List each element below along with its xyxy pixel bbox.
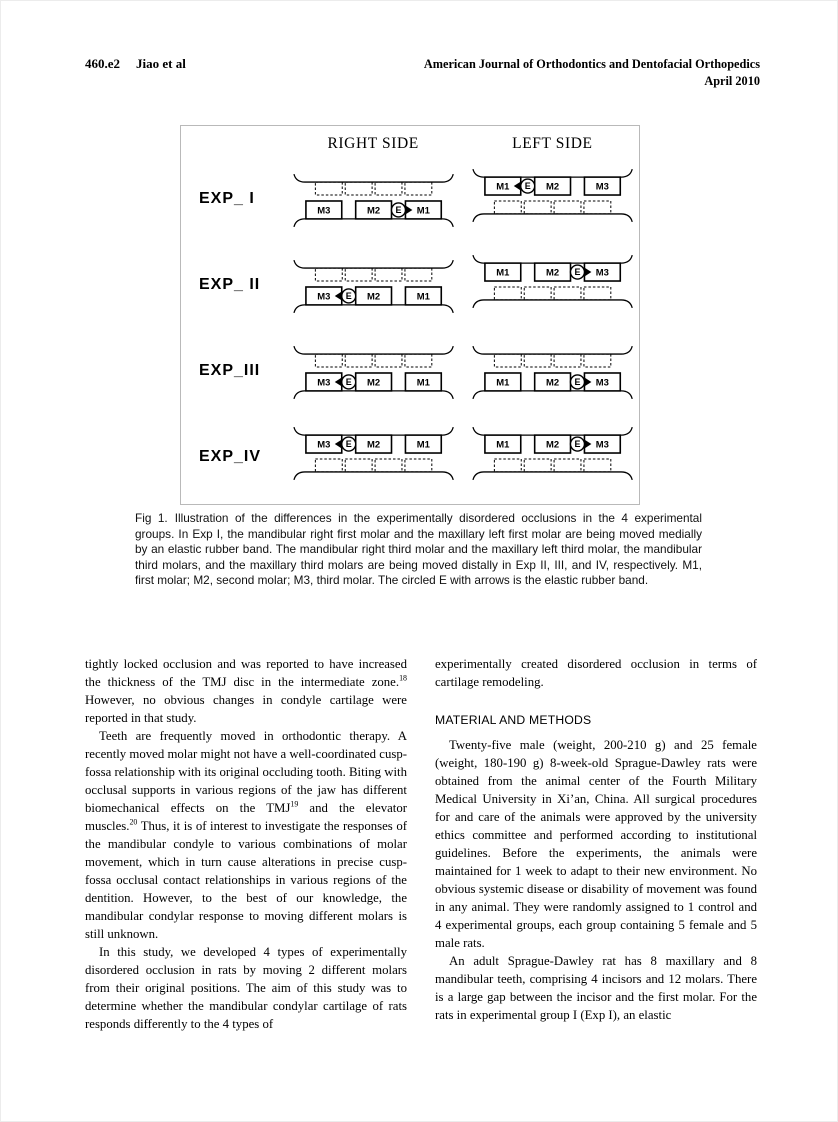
opposing-tooth <box>375 268 402 281</box>
opposing-tooth <box>584 287 611 300</box>
occlusion-diagram-left-side <box>468 243 637 327</box>
issue-date: April 2010 <box>704 74 760 89</box>
opposing-tooth <box>584 354 611 367</box>
opposing-tooth <box>315 354 342 367</box>
opposing-tooth <box>494 459 521 472</box>
jaw-outline <box>294 305 453 313</box>
molar-label: M1 <box>496 439 510 451</box>
occlusion-diagram-right-side <box>289 329 458 413</box>
opposing-tooth <box>524 354 551 367</box>
opposing-tooth <box>554 354 581 367</box>
opposing-tooth <box>345 459 372 472</box>
opposing-tooth <box>345 182 372 195</box>
running-head <box>85 56 760 90</box>
body-paragraph <box>435 952 757 1024</box>
text-run: Twenty-five male (weight, 200-210 g) and 25 female (weight, 180-190 g) 8-week-old Sprague-Dawley rats were obtained from the animal center of the Fourth Military Medical University in Xi’an, China. All surgical procedures for and care of the animals were approved by the university ethics committee and performed according to institutional guidelines. Before the experiments, the animals were maintained for 1 week to adapt to their new environment. No obvious systemic disease or disability of movement was found in any animal. They were randomly assigned to 1 control and 4 experimental groups, each group containing 5 female and 5 male rats. <box>435 738 757 950</box>
caption-text: Illustration of the differences in the experimentally disordered occlusions in the 4 experimental groups. In Exp I, the mandibular right first molar and the maxillary left first molar are being moved medially by an elastic rubber band. The mandibular right third molar and the maxillary left third molar, the mandibular third molars, and the maxillary third molars are being moved distally in Exp II, III, and IV, respectively. M1, first molar; M2, second molar; M3, third molar. The circled E with arrows is the elastic rubber band. <box>135 511 702 588</box>
molar-label: M2 <box>545 377 559 389</box>
elastic-band-label: E <box>345 377 352 388</box>
molar-label: M1 <box>416 291 430 303</box>
opposing-tooth <box>405 354 432 367</box>
text-run: tightly locked occlusion and was reported to have increased the thickness of the TMJ disc in the intermediate zone. <box>85 657 407 689</box>
elastic-band-label: E <box>395 205 402 216</box>
opposing-tooth <box>554 201 581 214</box>
journal-info <box>424 56 760 90</box>
occlusion-diagram-left-side <box>468 157 637 241</box>
reference-superscript: 20 <box>129 817 138 827</box>
opposing-tooth <box>345 354 372 367</box>
figure-1 <box>180 125 640 505</box>
opposing-tooth <box>524 459 551 472</box>
figure-row <box>183 328 637 414</box>
text-run: An adult Sprague-Dawley rat has 8 maxillary and 8 mandibular teeth, comprising 4 incisors and 12 molars. There is a large gap between the incisor and the first molar. For the rats in experimental group I (Exp I), an elastic <box>435 954 757 1022</box>
article-body <box>85 655 757 1033</box>
molar-label: M2 <box>366 377 380 389</box>
exp-group-label: EXP_ II <box>199 276 261 293</box>
opposing-tooth <box>405 182 432 195</box>
left-side-header: LEFT SIDE <box>512 135 593 152</box>
right-side-header: RIGHT SIDE <box>327 135 419 152</box>
body-paragraph <box>435 655 757 691</box>
body-paragraph <box>85 943 407 1033</box>
molar-label: M3 <box>595 439 609 451</box>
caption-tag: Fig 1. <box>135 511 168 525</box>
opposing-tooth <box>494 354 521 367</box>
elastic-band-label: E <box>574 267 581 278</box>
opposing-tooth <box>375 182 402 195</box>
molar-label: M2 <box>366 439 380 451</box>
text-run: However, no obvious changes in condyle cartilage were reported in that study. <box>85 693 407 725</box>
molar-label: M1 <box>416 377 430 389</box>
opposing-tooth <box>375 459 402 472</box>
occlusion-diagram-right-side <box>289 243 458 327</box>
exp-group-label: EXP_IV <box>199 448 262 465</box>
opposing-tooth <box>584 201 611 214</box>
molar-label: M2 <box>545 181 559 193</box>
elastic-band-label: E <box>574 439 581 450</box>
jaw-outline <box>473 391 632 399</box>
molar-label: M3 <box>316 439 331 451</box>
occlusion-diagram-left-side <box>468 415 637 499</box>
page-number-authors <box>85 56 186 72</box>
authors: Jiao et al <box>136 56 186 71</box>
occlusion-diagram-right-side <box>289 157 458 241</box>
text-run: Thus, it is of interest to investigate the responses of the mandibular condyle to various combinations of molar movement, which in turn cause alterations in precise cusp-fossa occlusal contact relationships in various regions of the dentition. However, to the best of our knowledge, the mandibular condylar response to moving different molars is still unknown. <box>85 819 407 941</box>
figure-row <box>183 242 637 328</box>
molar-label: M3 <box>316 205 331 217</box>
jaw-outline <box>294 174 453 182</box>
molar-label: M1 <box>496 377 510 389</box>
molar-label: M3 <box>595 181 609 193</box>
body-paragraph <box>85 727 407 943</box>
elastic-band-label: E <box>345 291 352 302</box>
text-run: and the elevator muscles. <box>85 801 407 833</box>
page-number: 460.e2 <box>85 56 121 71</box>
occlusion-diagram-right-side <box>289 415 458 499</box>
molar-label: M1 <box>496 267 510 279</box>
molar-label: M1 <box>416 439 430 451</box>
jaw-outline <box>294 391 453 399</box>
jaw-outline <box>473 255 632 263</box>
opposing-tooth <box>524 287 551 300</box>
molar-label: M2 <box>545 439 559 451</box>
molar-label: M3 <box>316 377 331 389</box>
molar-label: M2 <box>366 291 380 303</box>
opposing-tooth <box>524 201 551 214</box>
text-run: In this study, we developed 4 types of experimentally disordered occlusion in rats by moving 2 different molars from their original positions. The aim of this study was to determine whether the mandibular condylar cartilage of rats responds differently to the 4 types of <box>85 945 407 1031</box>
jaw-outline <box>473 300 632 308</box>
molar-label: M2 <box>366 205 380 217</box>
right-column <box>435 655 757 1033</box>
reference-superscript: 18 <box>399 673 407 683</box>
exp-group-label: EXP_ I <box>199 190 255 207</box>
jaw-outline <box>294 260 453 268</box>
elastic-band-label: E <box>574 377 581 388</box>
jaw-outline <box>294 427 453 435</box>
jaw-outline <box>473 472 632 480</box>
opposing-tooth <box>554 459 581 472</box>
text-run: experimentally created disordered occlusion in terms of cartilage remodeling. <box>435 657 757 689</box>
opposing-tooth <box>494 201 521 214</box>
molar-label: M3 <box>595 377 609 389</box>
opposing-tooth <box>315 459 342 472</box>
opposing-tooth <box>315 182 342 195</box>
jaw-outline <box>473 214 632 222</box>
figure-caption <box>135 511 702 589</box>
figure-column-headers <box>183 132 637 156</box>
jaw-outline <box>473 346 632 354</box>
body-paragraph <box>435 736 757 952</box>
opposing-tooth <box>345 268 372 281</box>
opposing-tooth <box>554 287 581 300</box>
opposing-tooth <box>405 459 432 472</box>
opposing-tooth <box>375 354 402 367</box>
opposing-tooth <box>315 268 342 281</box>
body-paragraph <box>85 655 407 727</box>
molar-label: M3 <box>595 267 609 279</box>
opposing-tooth <box>494 287 521 300</box>
occlusion-diagram-left-side <box>468 329 637 413</box>
figure-row <box>183 414 637 500</box>
jaw-outline <box>473 427 632 435</box>
jaw-outline <box>294 219 453 227</box>
jaw-outline <box>294 472 453 480</box>
exp-group-label: EXP_III <box>199 362 261 379</box>
molar-label: M2 <box>545 267 559 279</box>
elastic-band-label: E <box>345 439 352 450</box>
figure-row <box>183 156 637 242</box>
section-heading: MATERIAL AND METHODS <box>435 713 592 727</box>
opposing-tooth <box>584 459 611 472</box>
molar-label: M3 <box>316 291 331 303</box>
figure-rows <box>183 156 637 500</box>
jaw-outline <box>473 169 632 177</box>
jaw-outline <box>294 346 453 354</box>
left-column <box>85 655 407 1033</box>
opposing-tooth <box>405 268 432 281</box>
text-run: Teeth are frequently moved in orthodontic therapy. A recently moved molar might not have a well-coordinated cusp-fossa relationship with its original occluding tooth. Biting with occlusal supports in various regions of the jaw has different biomechanical effects on the TMJ <box>85 729 407 815</box>
reference-superscript: 19 <box>290 799 299 809</box>
molar-label: M1 <box>496 181 510 193</box>
elastic-band-label: E <box>524 181 531 192</box>
journal-title: American Journal of Orthodontics and Dentofacial Orthopedics <box>423 57 760 71</box>
molar-label: M1 <box>416 205 430 217</box>
